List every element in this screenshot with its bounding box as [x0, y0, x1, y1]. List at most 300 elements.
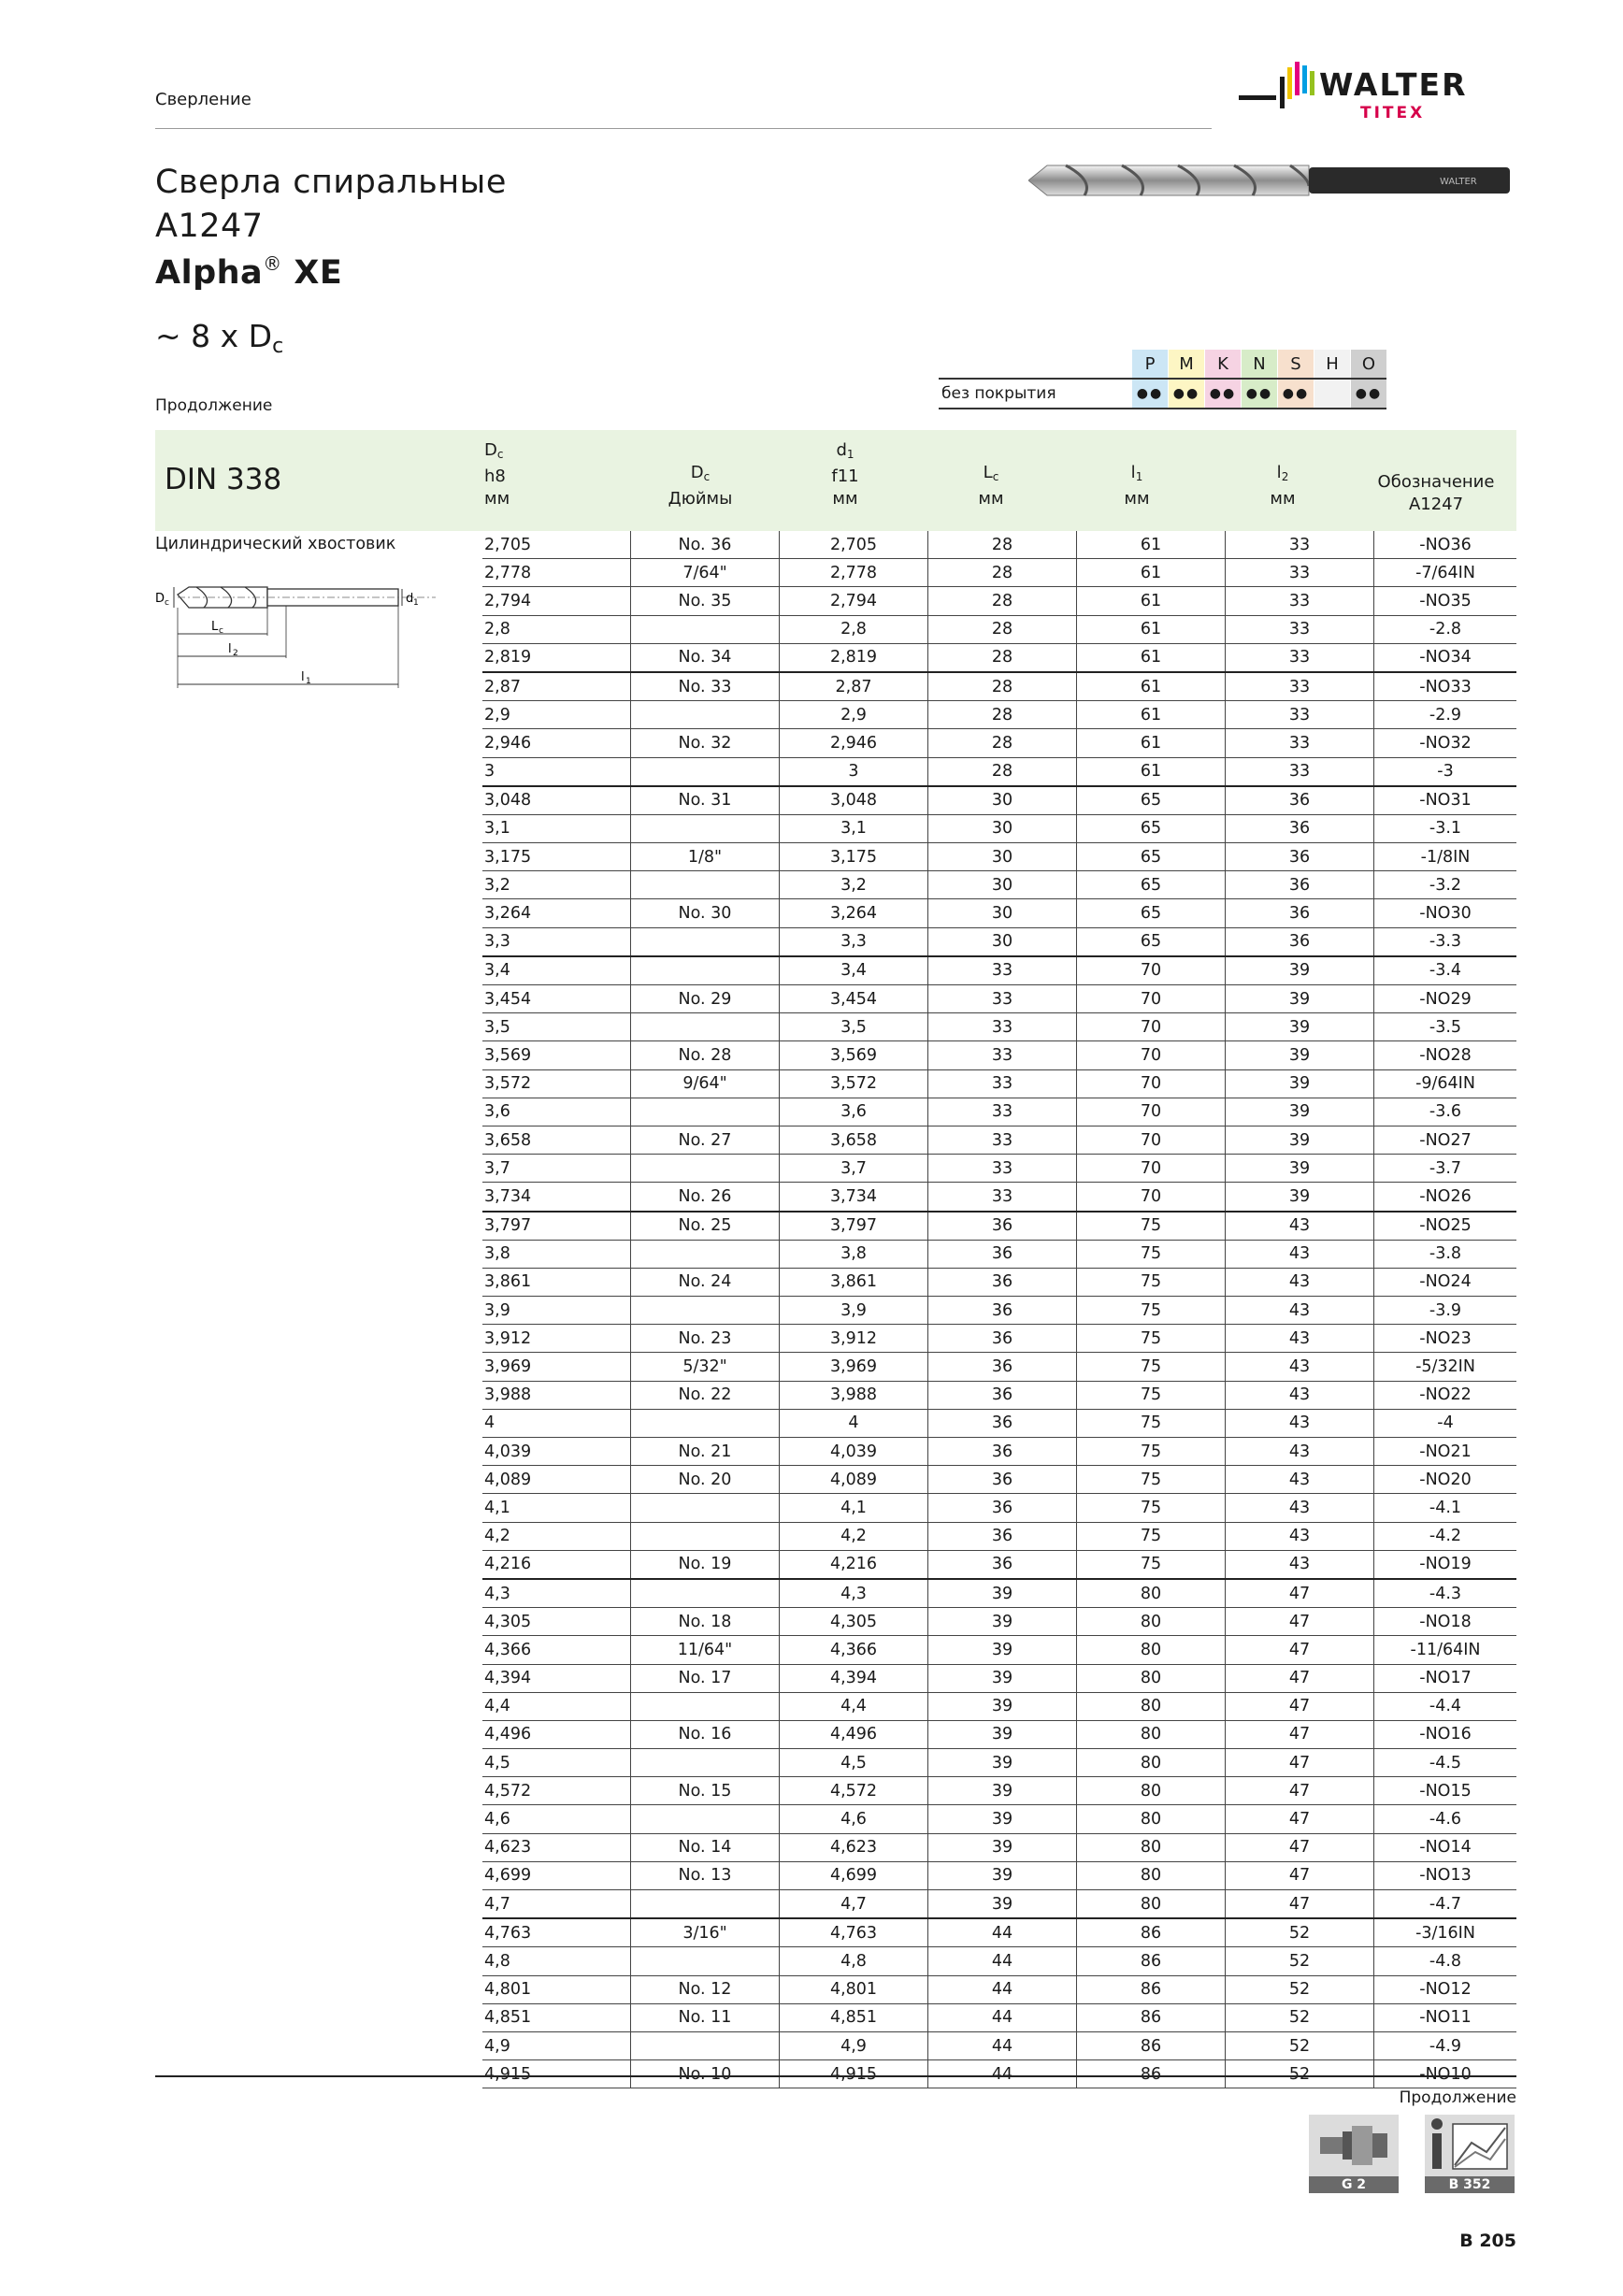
cell-d1-mm: 4,851	[780, 2003, 928, 2031]
cell-l2: 39	[1226, 1183, 1374, 1212]
cell-dc-mm: 4,699	[482, 1861, 631, 1889]
table-row	[482, 1126, 1516, 1154]
cell-l1: 75	[1077, 1240, 1226, 1268]
cell-dc-inch: No. 17	[631, 1664, 780, 1692]
cell-l2: 52	[1226, 2060, 1374, 2088]
toolholder-icon	[1309, 2115, 1399, 2176]
coating-row	[939, 378, 1386, 409]
cell-designation: -NO24	[1374, 1268, 1517, 1296]
table-row	[482, 1069, 1516, 1098]
cell-l2: 33	[1226, 587, 1374, 615]
cell-l1: 80	[1077, 1833, 1226, 1861]
cell-l2: 47	[1226, 1692, 1374, 1720]
cell-dc-mm: 2,819	[482, 643, 631, 672]
cell-l1: 65	[1077, 786, 1226, 815]
cell-dc-mm: 3,5	[482, 1013, 631, 1041]
cell-l2: 33	[1226, 729, 1374, 757]
cell-lc: 36	[928, 1550, 1077, 1579]
table-row	[482, 615, 1516, 643]
cell-l2: 43	[1226, 1494, 1374, 1522]
cell-dc-mm: 2,9	[482, 701, 631, 729]
cell-l2: 39	[1226, 1098, 1374, 1126]
header-l2: $l_2$ мм	[1270, 463, 1296, 509]
cell-d1-mm: 3,572	[780, 1069, 928, 1098]
table-row	[482, 701, 1516, 729]
cell-l1: 75	[1077, 1212, 1226, 1241]
cell-l1: 70	[1077, 956, 1226, 985]
cell-designation: -NO32	[1374, 729, 1517, 757]
cell-dc-mm: 3,264	[482, 899, 631, 927]
table-row	[482, 531, 1516, 559]
cell-d1-mm: 4,394	[780, 1664, 928, 1692]
standard-label: DIN 338	[165, 463, 282, 496]
cell-l2: 39	[1226, 1069, 1374, 1098]
material-code-m: M	[1169, 350, 1204, 378]
cell-lc: 36	[928, 1409, 1077, 1437]
suitability-n: ●●	[1242, 380, 1277, 408]
drill-photo	[1028, 152, 1515, 208]
cell-d1-mm: 2,778	[780, 559, 928, 587]
cell-l2: 39	[1226, 1155, 1374, 1183]
table-row	[482, 1749, 1516, 1777]
cell-d1-mm: 3,4	[780, 956, 928, 985]
cell-designation: -NO25	[1374, 1212, 1517, 1241]
cell-dc-mm: 4,039	[482, 1438, 631, 1466]
cell-dc-inch	[631, 1098, 780, 1126]
cell-dc-mm: 3,3	[482, 927, 631, 956]
cell-lc: 33	[928, 1183, 1077, 1212]
cell-l2: 36	[1226, 843, 1374, 871]
table-row	[482, 1438, 1516, 1466]
cell-designation: -2.9	[1374, 701, 1517, 729]
table-row	[482, 1041, 1516, 1069]
cell-l1: 86	[1077, 2060, 1226, 2088]
reference-label-b352: B 352	[1425, 2176, 1515, 2193]
cell-dc-mm: 3,175	[482, 843, 631, 871]
cell-d1-mm: 4,1	[780, 1494, 928, 1522]
cell-l1: 65	[1077, 843, 1226, 871]
coating-label: без покрытия	[941, 384, 1056, 403]
cell-dc-mm: 3,572	[482, 1069, 631, 1098]
cell-d1-mm: 3,734	[780, 1183, 928, 1212]
cell-d1-mm: 4,216	[780, 1550, 928, 1579]
svg-text:l: l	[301, 670, 305, 684]
cell-designation: -3.7	[1374, 1155, 1517, 1183]
cell-lc: 36	[928, 1268, 1077, 1296]
cell-d1-mm: 4,2	[780, 1522, 928, 1550]
cell-designation: -4	[1374, 1409, 1517, 1437]
table-row	[482, 1494, 1516, 1522]
table-row	[482, 927, 1516, 956]
cell-d1-mm: 4,9	[780, 2031, 928, 2059]
cell-dc-mm: 4,089	[482, 1466, 631, 1494]
table-row	[482, 814, 1516, 842]
table-row	[482, 871, 1516, 899]
cell-dc-mm: 4,763	[482, 1918, 631, 1947]
cell-d1-mm: 2,705	[780, 531, 928, 559]
cell-lc: 44	[928, 2031, 1077, 2059]
svg-text:D: D	[155, 592, 165, 606]
table-row	[482, 1550, 1516, 1579]
cell-l1: 61	[1077, 701, 1226, 729]
cell-dc-inch: No. 27	[631, 1126, 780, 1154]
cell-designation: -NO15	[1374, 1777, 1517, 1805]
product-code-title: A1247	[155, 208, 264, 245]
cell-designation: -NO16	[1374, 1720, 1517, 1748]
walter-titex-logo	[1239, 62, 1519, 136]
cell-l2: 47	[1226, 1861, 1374, 1889]
cell-dc-inch	[631, 927, 780, 956]
reference-b352[interactable]	[1425, 2115, 1515, 2193]
cell-lc: 30	[928, 843, 1077, 871]
cell-dc-inch: No. 29	[631, 985, 780, 1013]
cell-d1-mm: 3,454	[780, 985, 928, 1013]
cell-dc-inch: No. 23	[631, 1325, 780, 1353]
cell-lc: 39	[928, 1805, 1077, 1833]
cell-lc: 33	[928, 1126, 1077, 1154]
cell-d1-mm: 3,8	[780, 1240, 928, 1268]
cell-d1-mm: 4,915	[780, 2060, 928, 2088]
cell-d1-mm: 4,572	[780, 1777, 928, 1805]
cell-l1: 65	[1077, 899, 1226, 927]
cell-designation: -NO18	[1374, 1608, 1517, 1636]
cell-lc: 44	[928, 2003, 1077, 2031]
cell-l1: 61	[1077, 757, 1226, 786]
cell-dc-inch	[631, 1013, 780, 1041]
cell-lc: 39	[928, 1749, 1077, 1777]
cell-designation: -3.3	[1374, 927, 1517, 956]
table-row	[482, 985, 1516, 1013]
suitability-p: ●●	[1132, 380, 1168, 408]
cell-designation: -NO26	[1374, 1183, 1517, 1212]
material-code-h: H	[1314, 350, 1350, 378]
cell-l1: 65	[1077, 927, 1226, 956]
cell-l1: 70	[1077, 1098, 1226, 1126]
shank-type-label: Цилиндрический хвостовик	[155, 535, 396, 553]
cell-dc-inch: No. 36	[631, 531, 780, 559]
cell-dc-inch: No. 11	[631, 2003, 780, 2031]
cell-l2: 36	[1226, 786, 1374, 815]
cell-l1: 75	[1077, 1438, 1226, 1466]
cell-l1: 75	[1077, 1325, 1226, 1353]
cell-lc: 33	[928, 1041, 1077, 1069]
cell-designation: -9/64IN	[1374, 1069, 1517, 1098]
cell-designation: -NO35	[1374, 587, 1517, 615]
cell-l1: 75	[1077, 1522, 1226, 1550]
cell-designation: -NO22	[1374, 1381, 1517, 1409]
cell-l1: 61	[1077, 587, 1226, 615]
cell-dc-mm: 2,794	[482, 587, 631, 615]
table-row	[482, 1155, 1516, 1183]
cell-lc: 28	[928, 701, 1077, 729]
header-dc-h8: $D_c$ h8 мм	[484, 440, 510, 509]
table-row	[482, 1297, 1516, 1325]
cell-l1: 80	[1077, 1777, 1226, 1805]
cell-dc-inch: 9/64"	[631, 1069, 780, 1098]
cell-d1-mm: 3,658	[780, 1126, 928, 1154]
cell-l2: 52	[1226, 2031, 1374, 2059]
cell-dc-mm: 4,9	[482, 2031, 631, 2059]
cell-designation: -NO31	[1374, 786, 1517, 815]
cell-d1-mm: 3,912	[780, 1325, 928, 1353]
cell-lc: 39	[928, 1692, 1077, 1720]
cell-dc-mm: 3,454	[482, 985, 631, 1013]
cell-l1: 75	[1077, 1550, 1226, 1579]
cell-dc-mm: 4,7	[482, 1890, 631, 1919]
cell-dc-mm: 2,778	[482, 559, 631, 587]
cell-dc-inch: No. 26	[631, 1183, 780, 1212]
cell-dc-inch	[631, 1522, 780, 1550]
cell-d1-mm: 4,3	[780, 1579, 928, 1608]
cell-l2: 39	[1226, 1013, 1374, 1041]
cell-l1: 61	[1077, 615, 1226, 643]
cell-designation: -NO10	[1374, 2060, 1517, 2088]
cell-d1-mm: 3,988	[780, 1381, 928, 1409]
cell-lc: 28	[928, 729, 1077, 757]
cell-dc-mm: 4,623	[482, 1833, 631, 1861]
table-row	[482, 956, 1516, 985]
cell-dc-mm: 4,8	[482, 1947, 631, 1975]
table-row	[482, 1947, 1516, 1975]
cell-l1: 86	[1077, 2003, 1226, 2031]
table-row	[482, 1183, 1516, 1212]
suitability-s: ●●	[1278, 380, 1314, 408]
cell-dc-mm: 4,394	[482, 1664, 631, 1692]
header-dc-inch: $D_c$ Дюймы	[668, 463, 733, 509]
cell-designation: -2.8	[1374, 615, 1517, 643]
cell-dc-inch	[631, 701, 780, 729]
cell-l2: 39	[1226, 1126, 1374, 1154]
suitability-m: ●●	[1169, 380, 1204, 408]
table-row	[482, 1013, 1516, 1041]
cell-l1: 80	[1077, 1890, 1226, 1919]
cell-l1: 75	[1077, 1353, 1226, 1381]
cell-dc-mm: 2,705	[482, 531, 631, 559]
cell-l2: 43	[1226, 1466, 1374, 1494]
cell-d1-mm: 4,763	[780, 1918, 928, 1947]
cell-l2: 33	[1226, 701, 1374, 729]
cell-designation: -1/8IN	[1374, 843, 1517, 871]
cell-designation: -3.2	[1374, 871, 1517, 899]
cell-dc-inch	[631, 757, 780, 786]
cell-l2: 43	[1226, 1240, 1374, 1268]
table-row	[482, 1325, 1516, 1353]
cell-d1-mm: 3,1	[780, 814, 928, 842]
cell-l2: 43	[1226, 1381, 1374, 1409]
cell-dc-inch	[631, 1579, 780, 1608]
cell-designation: -NO13	[1374, 1861, 1517, 1889]
table-row	[482, 1098, 1516, 1126]
table-row	[482, 1805, 1516, 1833]
cell-l2: 43	[1226, 1353, 1374, 1381]
cell-lc: 36	[928, 1325, 1077, 1353]
cell-lc: 39	[928, 1579, 1077, 1608]
cell-l1: 80	[1077, 1749, 1226, 1777]
cell-dc-mm: 3,8	[482, 1240, 631, 1268]
cell-dc-mm: 3,912	[482, 1325, 631, 1353]
drill-dimension-diagram	[155, 561, 436, 701]
cell-l2: 47	[1226, 1608, 1374, 1636]
cell-lc: 30	[928, 786, 1077, 815]
cell-d1-mm: 3,9	[780, 1297, 928, 1325]
cell-dc-inch: No. 21	[631, 1438, 780, 1466]
cell-l1: 86	[1077, 1947, 1226, 1975]
table-row	[482, 2003, 1516, 2031]
cell-dc-inch	[631, 1409, 780, 1437]
cell-dc-inch: No. 15	[631, 1777, 780, 1805]
svg-text:c: c	[165, 598, 169, 608]
page-number: B 205	[1459, 2231, 1516, 2251]
cell-lc: 36	[928, 1466, 1077, 1494]
cell-l1: 75	[1077, 1297, 1226, 1325]
cell-dc-inch	[631, 956, 780, 985]
cell-dc-mm: 4,496	[482, 1720, 631, 1748]
cell-l1: 86	[1077, 1975, 1226, 2003]
cell-dc-inch	[631, 1155, 780, 1183]
cell-l1: 61	[1077, 643, 1226, 672]
table-row	[482, 1861, 1516, 1889]
cell-d1-mm: 4,6	[780, 1805, 928, 1833]
cell-designation: -NO21	[1374, 1438, 1517, 1466]
svg-text:l: l	[228, 642, 232, 656]
cell-designation: -NO36	[1374, 531, 1517, 559]
cell-l2: 47	[1226, 1749, 1374, 1777]
table-row	[482, 1918, 1516, 1947]
cell-dc-mm: 4,801	[482, 1975, 631, 2003]
table-row	[482, 1212, 1516, 1241]
cell-d1-mm: 4,699	[780, 1861, 928, 1889]
svg-text:WALTER: WALTER	[1440, 177, 1477, 187]
material-codes-row	[939, 350, 1386, 378]
cell-dc-inch	[631, 1297, 780, 1325]
cell-d1-mm: 2,87	[780, 672, 928, 701]
cell-lc: 39	[928, 1664, 1077, 1692]
cell-l2: 33	[1226, 643, 1374, 672]
table-row	[482, 2031, 1516, 2059]
cell-dc-inch: No. 22	[631, 1381, 780, 1409]
cell-dc-inch: No. 28	[631, 1041, 780, 1069]
cell-lc: 39	[928, 1833, 1077, 1861]
cell-dc-mm: 3,1	[482, 814, 631, 842]
cell-dc-inch: 3/16"	[631, 1918, 780, 1947]
cell-dc-mm: 4,1	[482, 1494, 631, 1522]
reference-g2[interactable]	[1309, 2115, 1399, 2193]
suitability-o: ●●	[1351, 380, 1386, 408]
cell-l1: 75	[1077, 1494, 1226, 1522]
continued-note-bottom: Продолжение	[1399, 2088, 1516, 2107]
cell-designation: -3.9	[1374, 1297, 1517, 1325]
cell-d1-mm: 4,039	[780, 1438, 928, 1466]
cell-l1: 80	[1077, 1861, 1226, 1889]
drill-size-table	[482, 531, 1516, 2088]
cell-lc: 36	[928, 1353, 1077, 1381]
cell-dc-inch	[631, 1805, 780, 1833]
cell-lc: 28	[928, 531, 1077, 559]
cell-d1-mm: 2,946	[780, 729, 928, 757]
cell-d1-mm: 3,175	[780, 843, 928, 871]
header-designation: Обозначение A1247	[1377, 472, 1495, 514]
cell-lc: 36	[928, 1494, 1077, 1522]
cell-designation: -3.8	[1374, 1240, 1517, 1268]
cell-l1: 70	[1077, 1013, 1226, 1041]
cell-dc-inch: No. 16	[631, 1720, 780, 1748]
cell-lc: 30	[928, 927, 1077, 956]
cell-designation: -NO14	[1374, 1833, 1517, 1861]
table-row	[482, 1608, 1516, 1636]
cell-dc-inch: 1/8"	[631, 843, 780, 871]
cell-dc-inch: No. 31	[631, 786, 780, 815]
cell-l1: 70	[1077, 1126, 1226, 1154]
svg-text:1: 1	[306, 677, 311, 686]
cell-lc: 39	[928, 1636, 1077, 1664]
cell-l2: 43	[1226, 1212, 1374, 1241]
cell-l1: 75	[1077, 1381, 1226, 1409]
cell-designation: -NO19	[1374, 1550, 1517, 1579]
cell-designation: -4.5	[1374, 1749, 1517, 1777]
table-row	[482, 1522, 1516, 1550]
cell-l1: 61	[1077, 531, 1226, 559]
cell-l1: 65	[1077, 814, 1226, 842]
cell-l2: 47	[1226, 1777, 1374, 1805]
cell-lc: 36	[928, 1240, 1077, 1268]
cell-dc-inch: No. 25	[631, 1212, 780, 1241]
cell-dc-mm: 4	[482, 1409, 631, 1437]
cell-dc-mm: 3,9	[482, 1297, 631, 1325]
cell-designation: -4.7	[1374, 1890, 1517, 1919]
cell-l2: 47	[1226, 1720, 1374, 1748]
table-row	[482, 899, 1516, 927]
cell-l1: 61	[1077, 559, 1226, 587]
continued-note: Продолжение	[155, 396, 273, 415]
table-row	[482, 1833, 1516, 1861]
table-row	[482, 1268, 1516, 1296]
cell-lc: 39	[928, 1861, 1077, 1889]
cell-lc: 33	[928, 1013, 1077, 1041]
cell-dc-mm: 2,946	[482, 729, 631, 757]
cell-d1-mm: 3,7	[780, 1155, 928, 1183]
cell-l2: 36	[1226, 899, 1374, 927]
cell-designation: -4.3	[1374, 1579, 1517, 1608]
cell-dc-inch: No. 34	[631, 643, 780, 672]
cell-l1: 61	[1077, 672, 1226, 701]
cell-l2: 52	[1226, 1918, 1374, 1947]
svg-text:WALTER: WALTER	[1319, 66, 1468, 103]
cell-d1-mm: 4,496	[780, 1720, 928, 1748]
cell-l1: 70	[1077, 1183, 1226, 1212]
table-row	[482, 559, 1516, 587]
cell-lc: 30	[928, 899, 1077, 927]
cell-l2: 36	[1226, 871, 1374, 899]
cell-designation: -NO11	[1374, 2003, 1517, 2031]
cell-dc-mm: 2,8	[482, 615, 631, 643]
cell-l2: 43	[1226, 1522, 1374, 1550]
table-row	[482, 1579, 1516, 1608]
cell-designation: -4.6	[1374, 1805, 1517, 1833]
cell-dc-mm: 4,3	[482, 1579, 631, 1608]
cell-designation: -NO12	[1374, 1975, 1517, 2003]
material-code-p: P	[1132, 350, 1168, 378]
cell-d1-mm: 3,569	[780, 1041, 928, 1069]
material-code-o: O	[1351, 350, 1386, 378]
cell-l2: 43	[1226, 1325, 1374, 1353]
cell-lc: 33	[928, 1069, 1077, 1098]
cell-lc: 39	[928, 1608, 1077, 1636]
cell-l1: 80	[1077, 1636, 1226, 1664]
cell-designation: -3.1	[1374, 814, 1517, 842]
cell-d1-mm: 2,9	[780, 701, 928, 729]
cell-dc-mm: 3,4	[482, 956, 631, 985]
cell-lc: 39	[928, 1720, 1077, 1748]
